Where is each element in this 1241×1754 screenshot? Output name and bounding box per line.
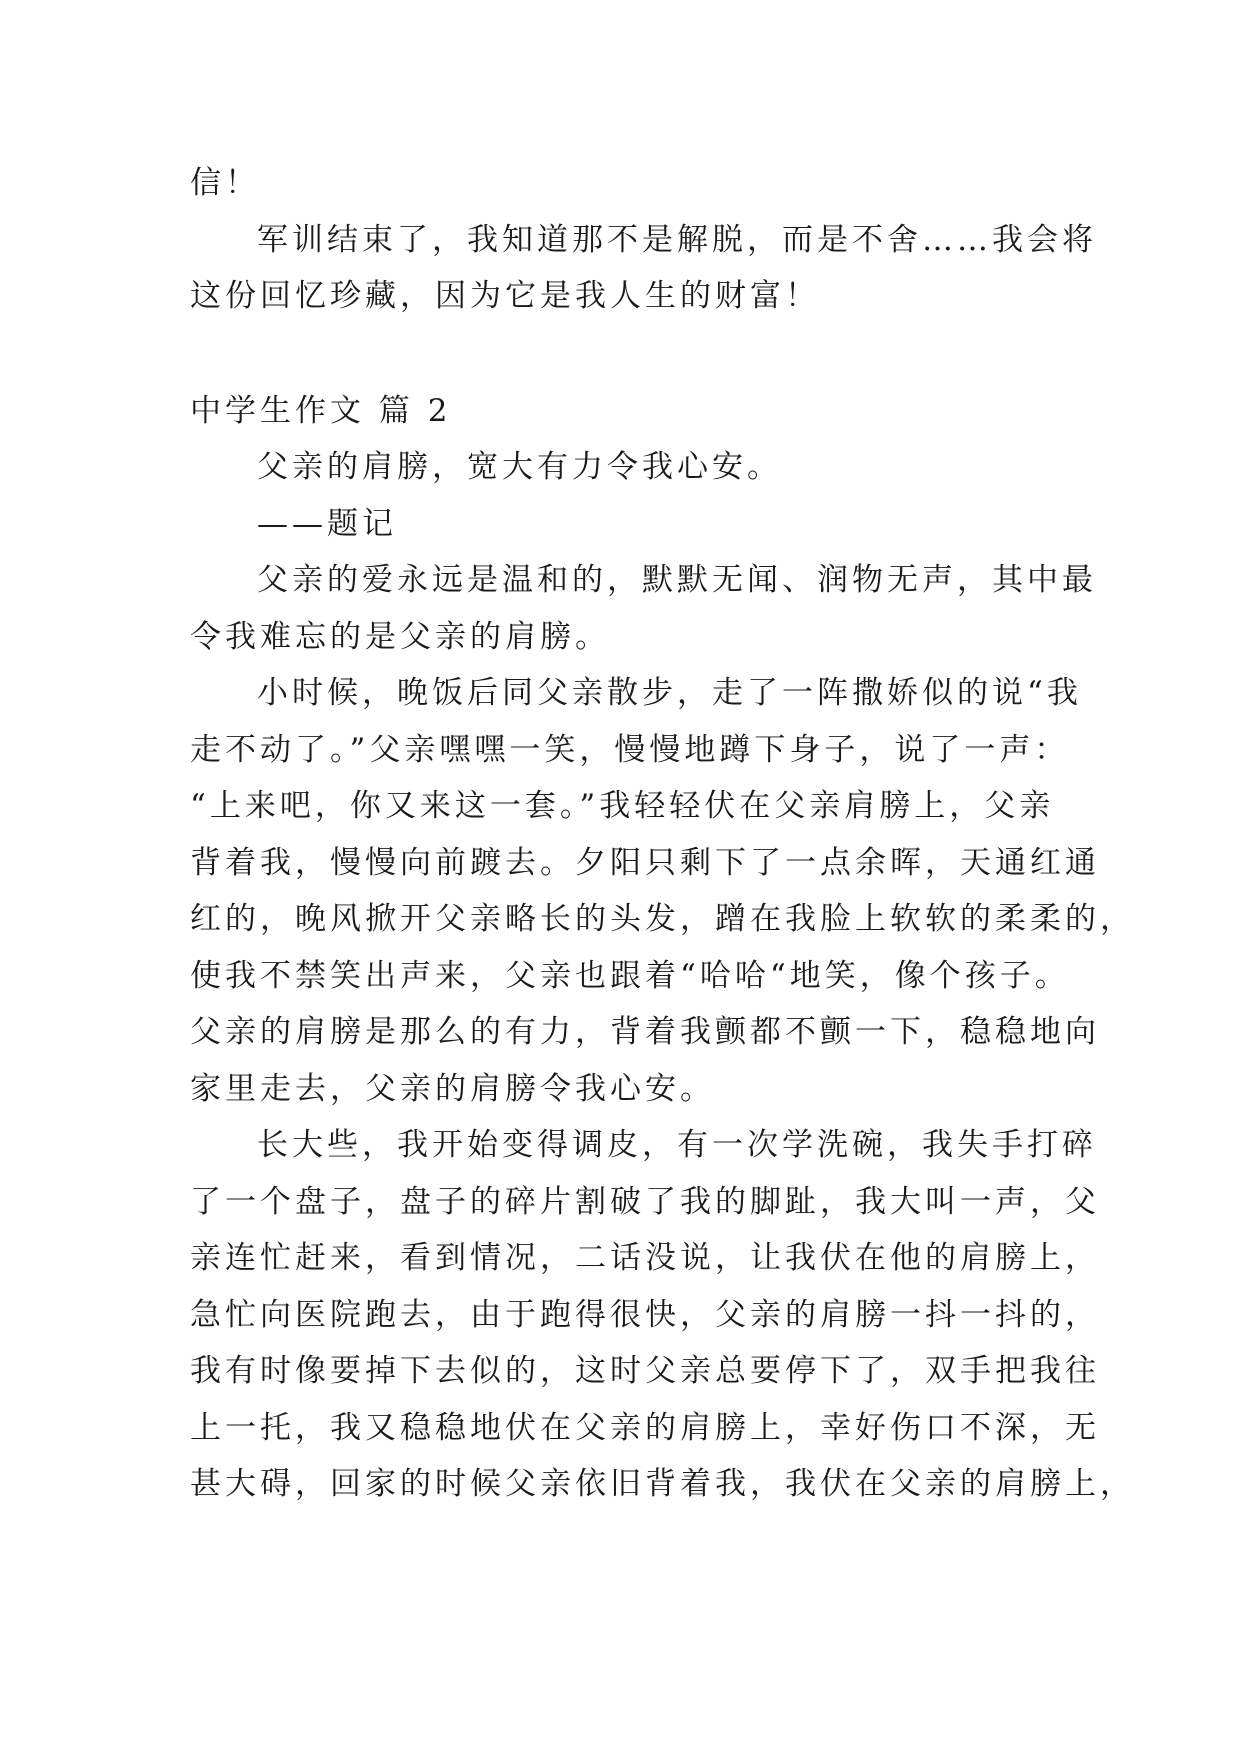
text-line: “上来吧，你又来这一套。”我轻轻伏在父亲肩膀上，父亲 xyxy=(190,788,1055,824)
text-line: 亲连忙赶来，看到情况，二话没说，让我伏在他的肩膀上， xyxy=(190,1240,1100,1276)
text-line: 急忙向医院跑去，由于跑得很快，父亲的肩膀一抖一抖的， xyxy=(190,1296,1100,1333)
text-line: 信！ xyxy=(190,165,260,201)
text-line: 父亲的爱永远是温和的，默默无闻、润物无声，其中最 xyxy=(257,562,1097,598)
text-line: 令我难忘的是父亲的肩膀。 xyxy=(190,618,610,655)
text-line: 家里走去，父亲的肩膀令我心安。 xyxy=(190,1070,715,1107)
text-line: 上一托，我又稳稳地伏在父亲的肩膀上，幸好伤口不深，无 xyxy=(190,1409,1100,1446)
text-line: 背着我，慢慢向前踱去。夕阳只剩下了一点余晖，天通红通 xyxy=(190,844,1100,881)
section-spacer xyxy=(190,325,1070,383)
text-line: 军训结束了，我知道那不是解脱，而是不舍……我会将 xyxy=(257,221,1097,258)
epigraph-line: 父亲的肩膀，宽大有力令我心安。 xyxy=(257,449,782,485)
text-line: 长大些，我开始变得调皮，有一次学洗碗，我失手打碎 xyxy=(257,1127,1097,1163)
text-line: 甚大碍，回家的时候父亲依旧背着我，我伏在父亲的肩膀上， xyxy=(190,1466,1135,1502)
document-body xyxy=(190,155,1135,1513)
text-line: 使我不禁笑出声来，父亲也跟着“哈哈“地笑，像个孩子。 xyxy=(190,957,1070,994)
section-heading: 中学生作文 篇 2 xyxy=(190,392,452,429)
text-line: 了一个盘子，盘子的碎片割破了我的脚趾，我大叫一声，父 xyxy=(190,1183,1100,1220)
epigraph-attribution: ——题记 xyxy=(257,505,397,542)
text-line: 红的，晚风掀开父亲略长的头发，蹭在我脸上软软的柔柔的， xyxy=(190,901,1135,937)
text-line: 小时候，晚饭后同父亲散步，走了一阵撒娇似的说“我 xyxy=(257,675,1082,711)
text-line: 我有时像要掉下去似的，这时父亲总要停下了，双手把我往 xyxy=(190,1353,1100,1389)
text-line: 父亲的肩膀是那么的有力，背着我颤都不颤一下，稳稳地向 xyxy=(190,1014,1100,1050)
text-line: 这份回忆珍藏，因为它是我人生的财富！ xyxy=(190,278,820,314)
text-line: 走不动了。”父亲嘿嘿一笑，慢慢地蹲下身子，说了一声： xyxy=(190,731,1070,768)
